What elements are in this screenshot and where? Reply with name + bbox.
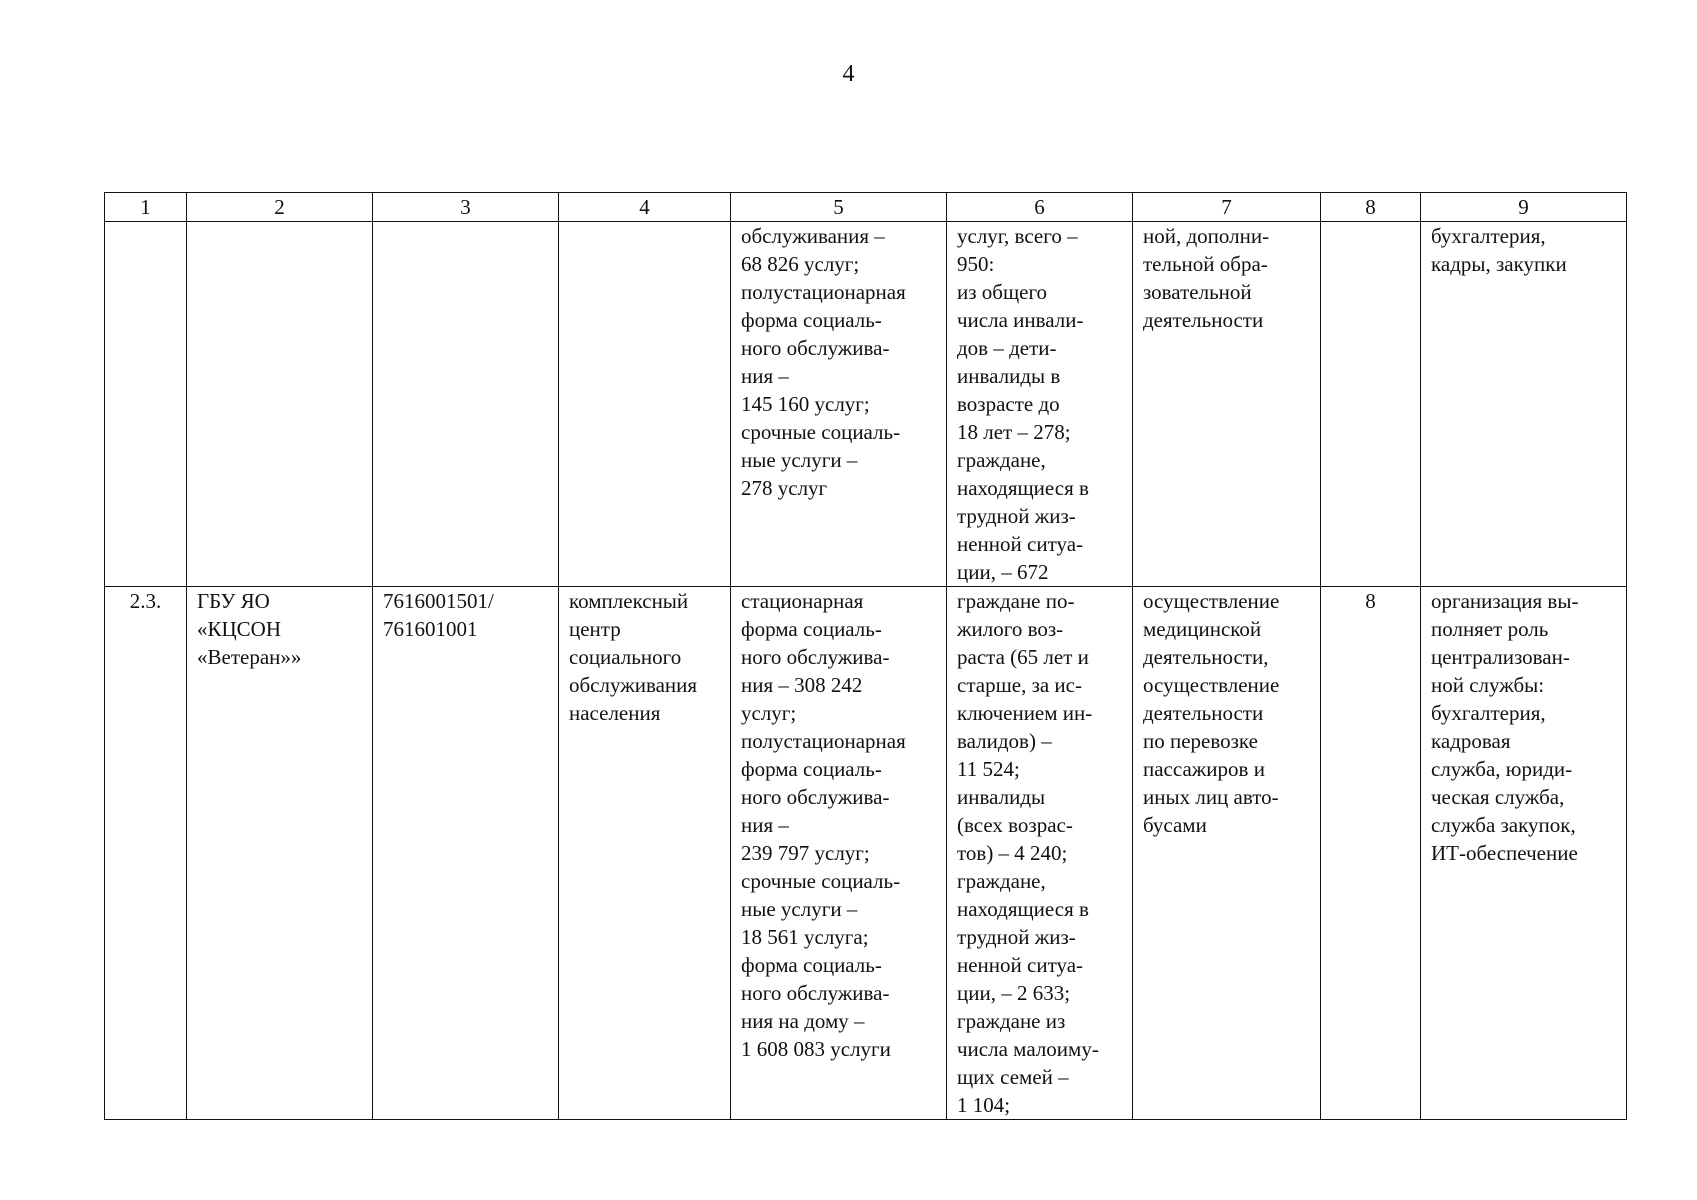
column-header: 2 (187, 193, 373, 222)
table-cell-type (559, 222, 731, 587)
table-cell-organization: ГБУ ЯО «КЦСОН «Ветеран»» (187, 587, 373, 1120)
table-cell-type: комплексный центр социального обслуживания населения (559, 587, 731, 1120)
column-header: 1 (105, 193, 187, 222)
column-header: 9 (1421, 193, 1627, 222)
page-number: 4 (842, 61, 855, 87)
table-header-row (105, 193, 1627, 222)
table-row (105, 587, 1627, 1120)
table-cell-inn-kpp (373, 222, 559, 587)
organizations-table (104, 192, 1627, 1120)
table-row (105, 222, 1627, 587)
table-cell-number: 2.3. (105, 587, 187, 1120)
table-cell-activities: осуществление медицинской деятельности, осуществление деятельности по перевозке пассажиров и иных лиц авто- бусами (1133, 587, 1321, 1120)
table-cell-services: стационарная форма социаль- ного обслужива- ния – 308 242 услуг; полустационарная форма социаль- ного обслужива- ния – 239 797 услуг; срочные социаль- ные услуги – 18 561 услуга; форма социаль- ного обслужива- ния на дому – 1 608 083 услуги (731, 587, 947, 1120)
column-header: 4 (559, 193, 731, 222)
column-header: 3 (373, 193, 559, 222)
column-header: 5 (731, 193, 947, 222)
table-cell-activities: ной, дополни- тельной обра- зовательной деятельности (1133, 222, 1321, 587)
column-header: 6 (947, 193, 1133, 222)
column-header: 8 (1321, 193, 1421, 222)
table-cell-recipients: услуг, всего – 950: из общего числа инвали- дов – дети- инвалиды в возрасте до 18 лет – 278; граждане, находящиеся в трудной жиз- ненной ситуа- ции, – 672 (947, 222, 1133, 587)
table-cell-inn-kpp: 7616001501/ 761601001 (373, 587, 559, 1120)
column-header: 7 (1133, 193, 1321, 222)
table-cell-organization (187, 222, 373, 587)
table-cell-number (105, 222, 187, 587)
table-cell-notes: организация вы- полняет роль централизован- ной службы: бухгалтерия, кадровая служба, юриди- ческая служба, служба закупок, ИТ-обеспечение (1421, 587, 1627, 1120)
table-cell-recipients: граждане по- жилого воз- раста (65 лет и старше, за ис- ключением ин- валидов) – 11 524; инвалиды (всех возрас- тов) – 4 240; граждане, находящиеся в трудной жиз- ненной ситуа- ции, – 2 633; граждане из числа малоиму- щих семей – 1 104; (947, 587, 1133, 1120)
table-cell-notes: бухгалтерия, кадры, закупки (1421, 222, 1627, 587)
table-cell-count (1321, 222, 1421, 587)
table-cell-count: 8 (1321, 587, 1421, 1120)
table-cell-services: обслуживания – 68 826 услуг; полустационарная форма социаль- ного обслужива- ния – 145 160 услуг; срочные социаль- ные услуги – 278 услуг (731, 222, 947, 587)
